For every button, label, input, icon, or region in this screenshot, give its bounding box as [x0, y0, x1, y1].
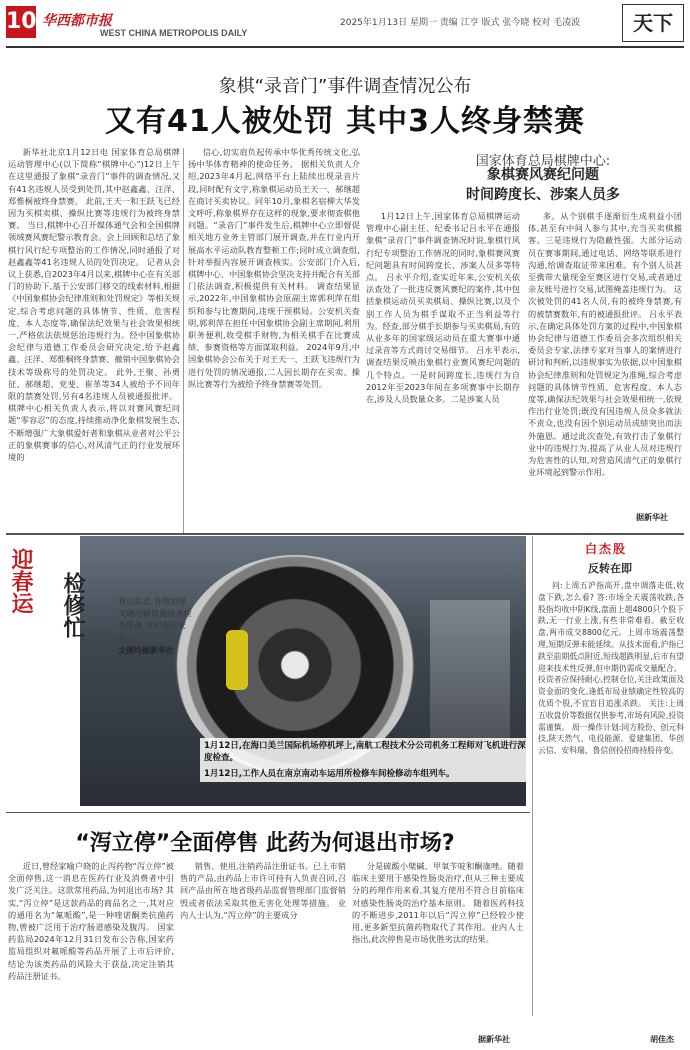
- qa-source: 胡佳杰: [650, 1035, 674, 1044]
- bottom-column-3: 分是硫酸小檗碱、甲氧苄啶和酮康唑。随着临床主要用于感染性肠炎治疗,但从三种主要成分的药理作用来看,其复方使用不符合目前临床对感染性肠炎的治疗基本原则。 随着医药科技的不断进步,2011年以后“泻立停”已经较少使用,更多新型抗菌药物取代了其作用。业内人士指出,此次停售是市场优胜劣汰的结果。: [352, 861, 524, 945]
- bottom-headline: “泻立停”全面停售 此药为何退出市场?: [75, 831, 455, 856]
- subbox-title-2: 时间跨度长、涉案人员多: [466, 187, 620, 203]
- lead-column-2: 信心,切实肩负起传承中华优秀传统文化,弘扬中华体育精神的使命任务。 据相关负责人介绍,2023年4月起,网络平台上陆续出现录音片段,同时配有文字,称象棋运动员王天一、郝继超在商讨买卖协议。同年10月,象棋名宿柳大华发文呼吁,称象棋界存在这样的现象,要求彻查棋他问题。“录音门”事件发生后,棋牌中心立即督促相关地方业务主管部门展开调查,并在行业内开展高水平运动队教育整顿工作;同时成立调查组,针对举报内容展开调查核实。公安部门介入后,棋牌中心、中国象棋协会坚决支持并配合有关部门依法调查,积极提供有关材料。 调查结果显示,2022年,中国象棋协会原副主席郭利萍在组织和参与比赛期间,违规干预棋局。公安机关查明,郭利萍在担任中国象棋协会副主席期间,利用职务便利,收受棋手财物,为相关棋手在比赛成绩、参赛资格等方面谋取利益。 2024年9月,中国象棋协会公布关于对王天一、王跃飞违规行为进行处罚的情况通报,二人因长期存在买卖、操纵比赛等行为被给予终身禁赛等处罚。: [188, 147, 360, 389]
- caption-1: 1月12日,在海口美兰国际机场停机坪上,南航工程技术分公司机务工程师对飞机进行深度检查。: [204, 741, 526, 763]
- lead-kicker: 象棋“录音门”事件调查情况公布: [218, 76, 472, 97]
- qa-title: 反转在即: [588, 562, 632, 575]
- feature-text: 春运临近,各地加强交通运输设施设备检查维修,守护春运安全。: [118, 596, 192, 643]
- column-divider: [183, 148, 184, 534]
- page-header: [0, 0, 690, 46]
- lead-column-4: 多。从个别棋手逐渐衍生成利益小团体,甚至有中间人参与其中,充当买卖棋搬客。三是违规行为隐蔽性强。大部分运动员在赛事期间,通过电话、网络等联系进行沟通,给调查取证带来困难。有个别人员甚至携带大量现金至赛区进行交易,或者通过亲友账号进行交易,试图掩盖违规行为。 这次被处罚的41名人员,有的被终身禁赛,有的被禁赛数年,有的被通报批评。 吕永平表示,在确定具体处罚方案的过程中,中国象棋协会纪律与道德工作委员会多次组织相关委员会专家,法律专家对当事人的案情进行研讨和判析,以违规事实为依据,以中国象棋协会纪律准则和处罚规定为准绳,综合考虑问题的具体情节性质、危害程度、本人态度等,确保法纪效果与社会效果相统一,依规作出行业处罚;既没有因违规人员众多就法不责众,也没有因个别运动员成绩突出而法外施恩。通过此次查处,有效打击了象棋行业中的违规行为,提高了从业人员对违规行为危害性的认知,对营造风清气正的象棋行业环境起到警示作用。: [528, 211, 682, 478]
- bottom-rule: [6, 812, 530, 813]
- worker-figure: [226, 630, 248, 690]
- qa-divider: [532, 536, 533, 1016]
- bottom-source: 据新华社: [478, 1035, 510, 1044]
- masthead-logo: 华西都市报: [42, 13, 112, 29]
- qa-tag: 白杰股: [584, 542, 627, 556]
- feature-captions: [200, 738, 530, 782]
- lead-source: 据新华社: [636, 513, 668, 522]
- feature-source: 文图均据新华社: [118, 646, 174, 655]
- masthead-english: WEST CHINA METROPOLIS DAILY: [100, 28, 248, 38]
- section-label: 天下: [622, 4, 684, 42]
- bottom-column-2: 销售、使用,注销药品注册证书。已上市销售的产品,由药品上市许可持有人负责召回,召回产品由所在地省级药品监督管理部门监督销毁或者依法采取其他无害化处理等措施。 业内人士认为,“泻立停”的主要成分: [180, 861, 346, 920]
- feature-title-a: 迎春运: [8, 548, 33, 614]
- feature-title-b: 检修忙: [60, 572, 85, 638]
- qa-text: 问:上周五沪指高开,盘中调落走低,收盘下跌,怎么看? 答:市场全天震荡收跌,各股指均收中阴K线,盘面上超4800只个股下跌,无一行业上涨,有些非常难看。截至收盘,两市成交8800亿元。上周市场震荡整理,短期反弹未能延续。从技术面看,沪指已跌至前期低点附近,短线超跌明显,后市有望迎来技术性反弹,但中期仍需成交量配合。 投资者应保持耐心,控制仓位,关注政策面及资金面的变化,逢低布局业绩确定性较高的优质个股,不宜盲目追涨杀跌。 关注:上周五收盘价等数据仅供参考,市场有风险,投资需谨慎。 周一操作计划:同方股份、创元科技,陕天然气、电投能源、爱建集团、华创云信、安科瑞、鲁信创投招商持股待变。: [538, 581, 684, 756]
- section-rule: [6, 533, 684, 535]
- lead-column-1: 新华社北京1月12日电 国家体育总局棋牌运动管理中心(以下简称“棋牌中心”)12日上午在这里通报了象棋“录音门”事件的调查情况,又有41名违规人员受到处罚,其中赵鑫鑫、汪洋、郑惟桐被终身禁赛。 此前,王天一和王跃飞已经因为买棋卖棋、操纵比赛等违规行为被终身禁赛。 当日,棋牌中心召开媒体通气会和全国棋牌领域赛风赛纪警示教育会。会上回顾和总结了象棋行风行纪专项整治的工作情况,同时通报了对赵鑫鑫等41名违规人员的处罚决定。 记者从会议上获悉,自2023年4月以来,棋牌中心在有关部门的协助下,基于公安部门移交的线索材料,根据《中国象棋协会纪律准则和处罚规定》等相关规定,综合考虑问题的具体情节、性质、危害程度、本人态度等,确保法纪效果与社会效果相统一,严格依法依规惩治违规行为。经中国象棋协会纪律与道德工作委员会研究决定,给予赵鑫鑫、汪洋、郑惟桐终身禁赛、撤销中国象棋协会技术等级称号的处罚决定。 此外,王聚、孙勇征、郝继超、党斐、崔革等34人被给予不同年限的禁赛处罚,另有4名违规人员被通报批评。 棋牌中心相关负责人表示,将以对赛风赛纪问题“零容忍”的态度,持续推动净化象棋发展生态,不断增强广大象棋爱好者和象棋从业者对公平公正的象棋赛事的信心,对风清气正的行业发展环境的: [8, 147, 180, 463]
- bottom-column-1: 近日,曾经家喻户晓的止泻药物“泻立停”被全面停售,这一消息在医药行业及消费者中引发广泛关注。这款常用药品,为何退出市场? 其实,“泻立停”是这款药品的商品名之一,其对应的通用名为“氟哌酸”,是一种喹诺酮类抗菌药物,曾被广泛用于治疗肠道感染及腹泻。 国家药监局2024年12月31日发布公告称,国家药监局组织对氟哌酸等药品开展了上市后评价,结论为该类药品的风险大于获益,决定注销其药品注册证书。: [8, 861, 174, 981]
- lead-headline: 又有41人被处罚 其中3人终身禁赛: [104, 104, 586, 139]
- subbox-kicker: 国家体育总局棋牌中心:: [475, 154, 611, 169]
- header-rule: [6, 46, 684, 48]
- caption-2: 1月12日,工作人员在南京南动车运用所检修车间检修动车组列车。: [204, 769, 455, 779]
- subbox-title-1: 象棋赛风赛纪问题: [487, 167, 599, 183]
- page-number: 10: [6, 6, 36, 38]
- issue-meta: 2025年1月13日 星期一 责编 江亨 版式 张今晓 校对 毛凌波: [340, 18, 581, 28]
- train-photo: [430, 600, 510, 750]
- lead-column-3: 1月12日上午,国家体育总局棋牌运动管理中心副主任、纪委书记吕永平在通报象棋“录音门”事件调查情况时说,象棋行风行纪专项整治工作情况的同时,象棋赛风赛纪问题具有时间跨度长、涉案人员多等特点。 吕永平介绍,查实近年来,公安机关依法查处了一批违反赛风赛纪的案件,其中包括象棋运动员买卖棋局、操纵比赛,以及个别工作人员为棋手谋取不正当利益等行为。经查,部分棋手长期参与买卖棋局,有的从业多年的国家级运动员在重大赛事中通过录音等方式商讨交易细节。 吕永平表示,调查结果反映出象棋行业赛风赛纪问题的几个特点。一是时间跨度长,违规行为自2012年至2023年间在多项赛事中长期存在,涉及人员数量众多。二是涉案人员: [366, 211, 520, 405]
